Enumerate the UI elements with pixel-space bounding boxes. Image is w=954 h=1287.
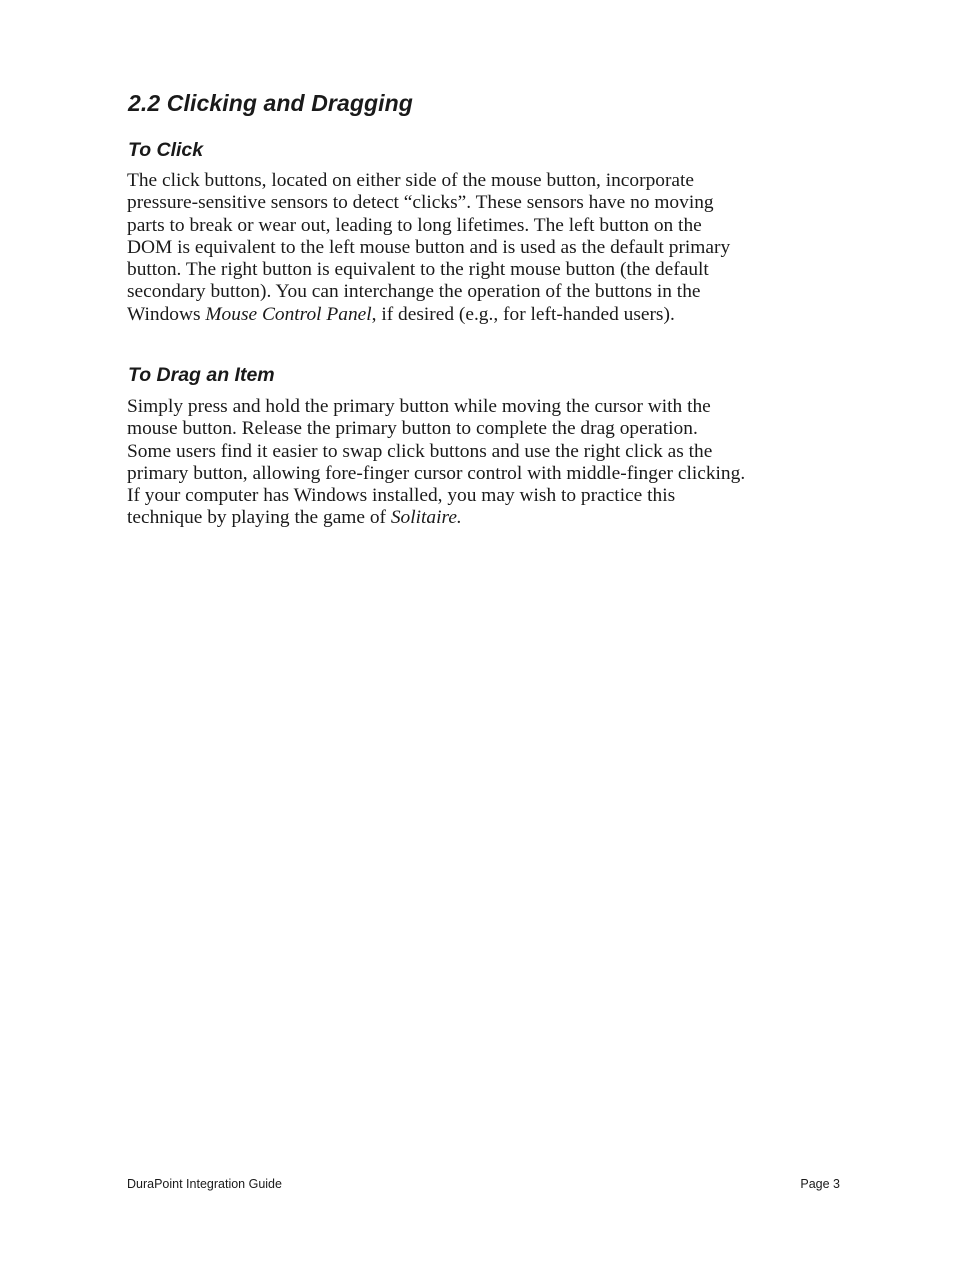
- paragraph-line: The click buttons, located on either side of the mouse button, incorporate: [127, 170, 695, 191]
- paragraph-line: [127, 304, 827, 326]
- paragraph-line: Some users find it easier to swap click buttons and use the right click as the: [127, 440, 713, 462]
- paragraph-line: Simply press and hold the primary button while moving the cursor with the: [127, 396, 711, 417]
- paragraph-line: button. The right button is equivalent to the right mouse button (the default: [127, 259, 709, 281]
- subheading-to-click: To Click: [128, 139, 204, 161]
- text-run: Windows: [127, 303, 206, 325]
- subheading-to-drag: To Drag an Item: [128, 364, 275, 386]
- section-title: 2.2 Clicking and Dragging: [128, 90, 413, 116]
- text-run: technique by playing the game of: [127, 507, 391, 529]
- footer-document-title: DuraPoint Integration Guide: [127, 1177, 282, 1191]
- paragraph-line: pressure-sensitive sensors to detect “clicks”. These sensors have no moving: [127, 192, 714, 214]
- paragraph-line: [127, 507, 827, 529]
- paragraph-line: mouse button. Release the primary button to complete the drag operation.: [127, 418, 698, 440]
- paragraph-line: secondary button). You can interchange the operation of the buttons in the: [127, 281, 701, 303]
- paragraph-line: DOM is equivalent to the left mouse button and is used as the default primary: [127, 236, 731, 258]
- paragraph-line: primary button, allowing fore-finger cursor control with middle-finger clicking.: [127, 462, 746, 484]
- paragraph-line: If your computer has Windows installed, you may wish to practice this: [127, 485, 676, 507]
- paragraph-to-click: [127, 170, 827, 326]
- emphasis-solitaire: Solitaire.: [390, 507, 462, 529]
- paragraph-line: parts to break or wear out, leading to long lifetimes. The left button on the: [127, 214, 702, 236]
- footer-page-number: Page 3: [800, 1177, 840, 1191]
- paragraph-to-drag: [127, 396, 827, 530]
- emphasis-mouse-control-panel: Mouse Control Panel: [205, 303, 372, 325]
- text-run: , if desired (e.g., for left-handed users).: [371, 303, 675, 325]
